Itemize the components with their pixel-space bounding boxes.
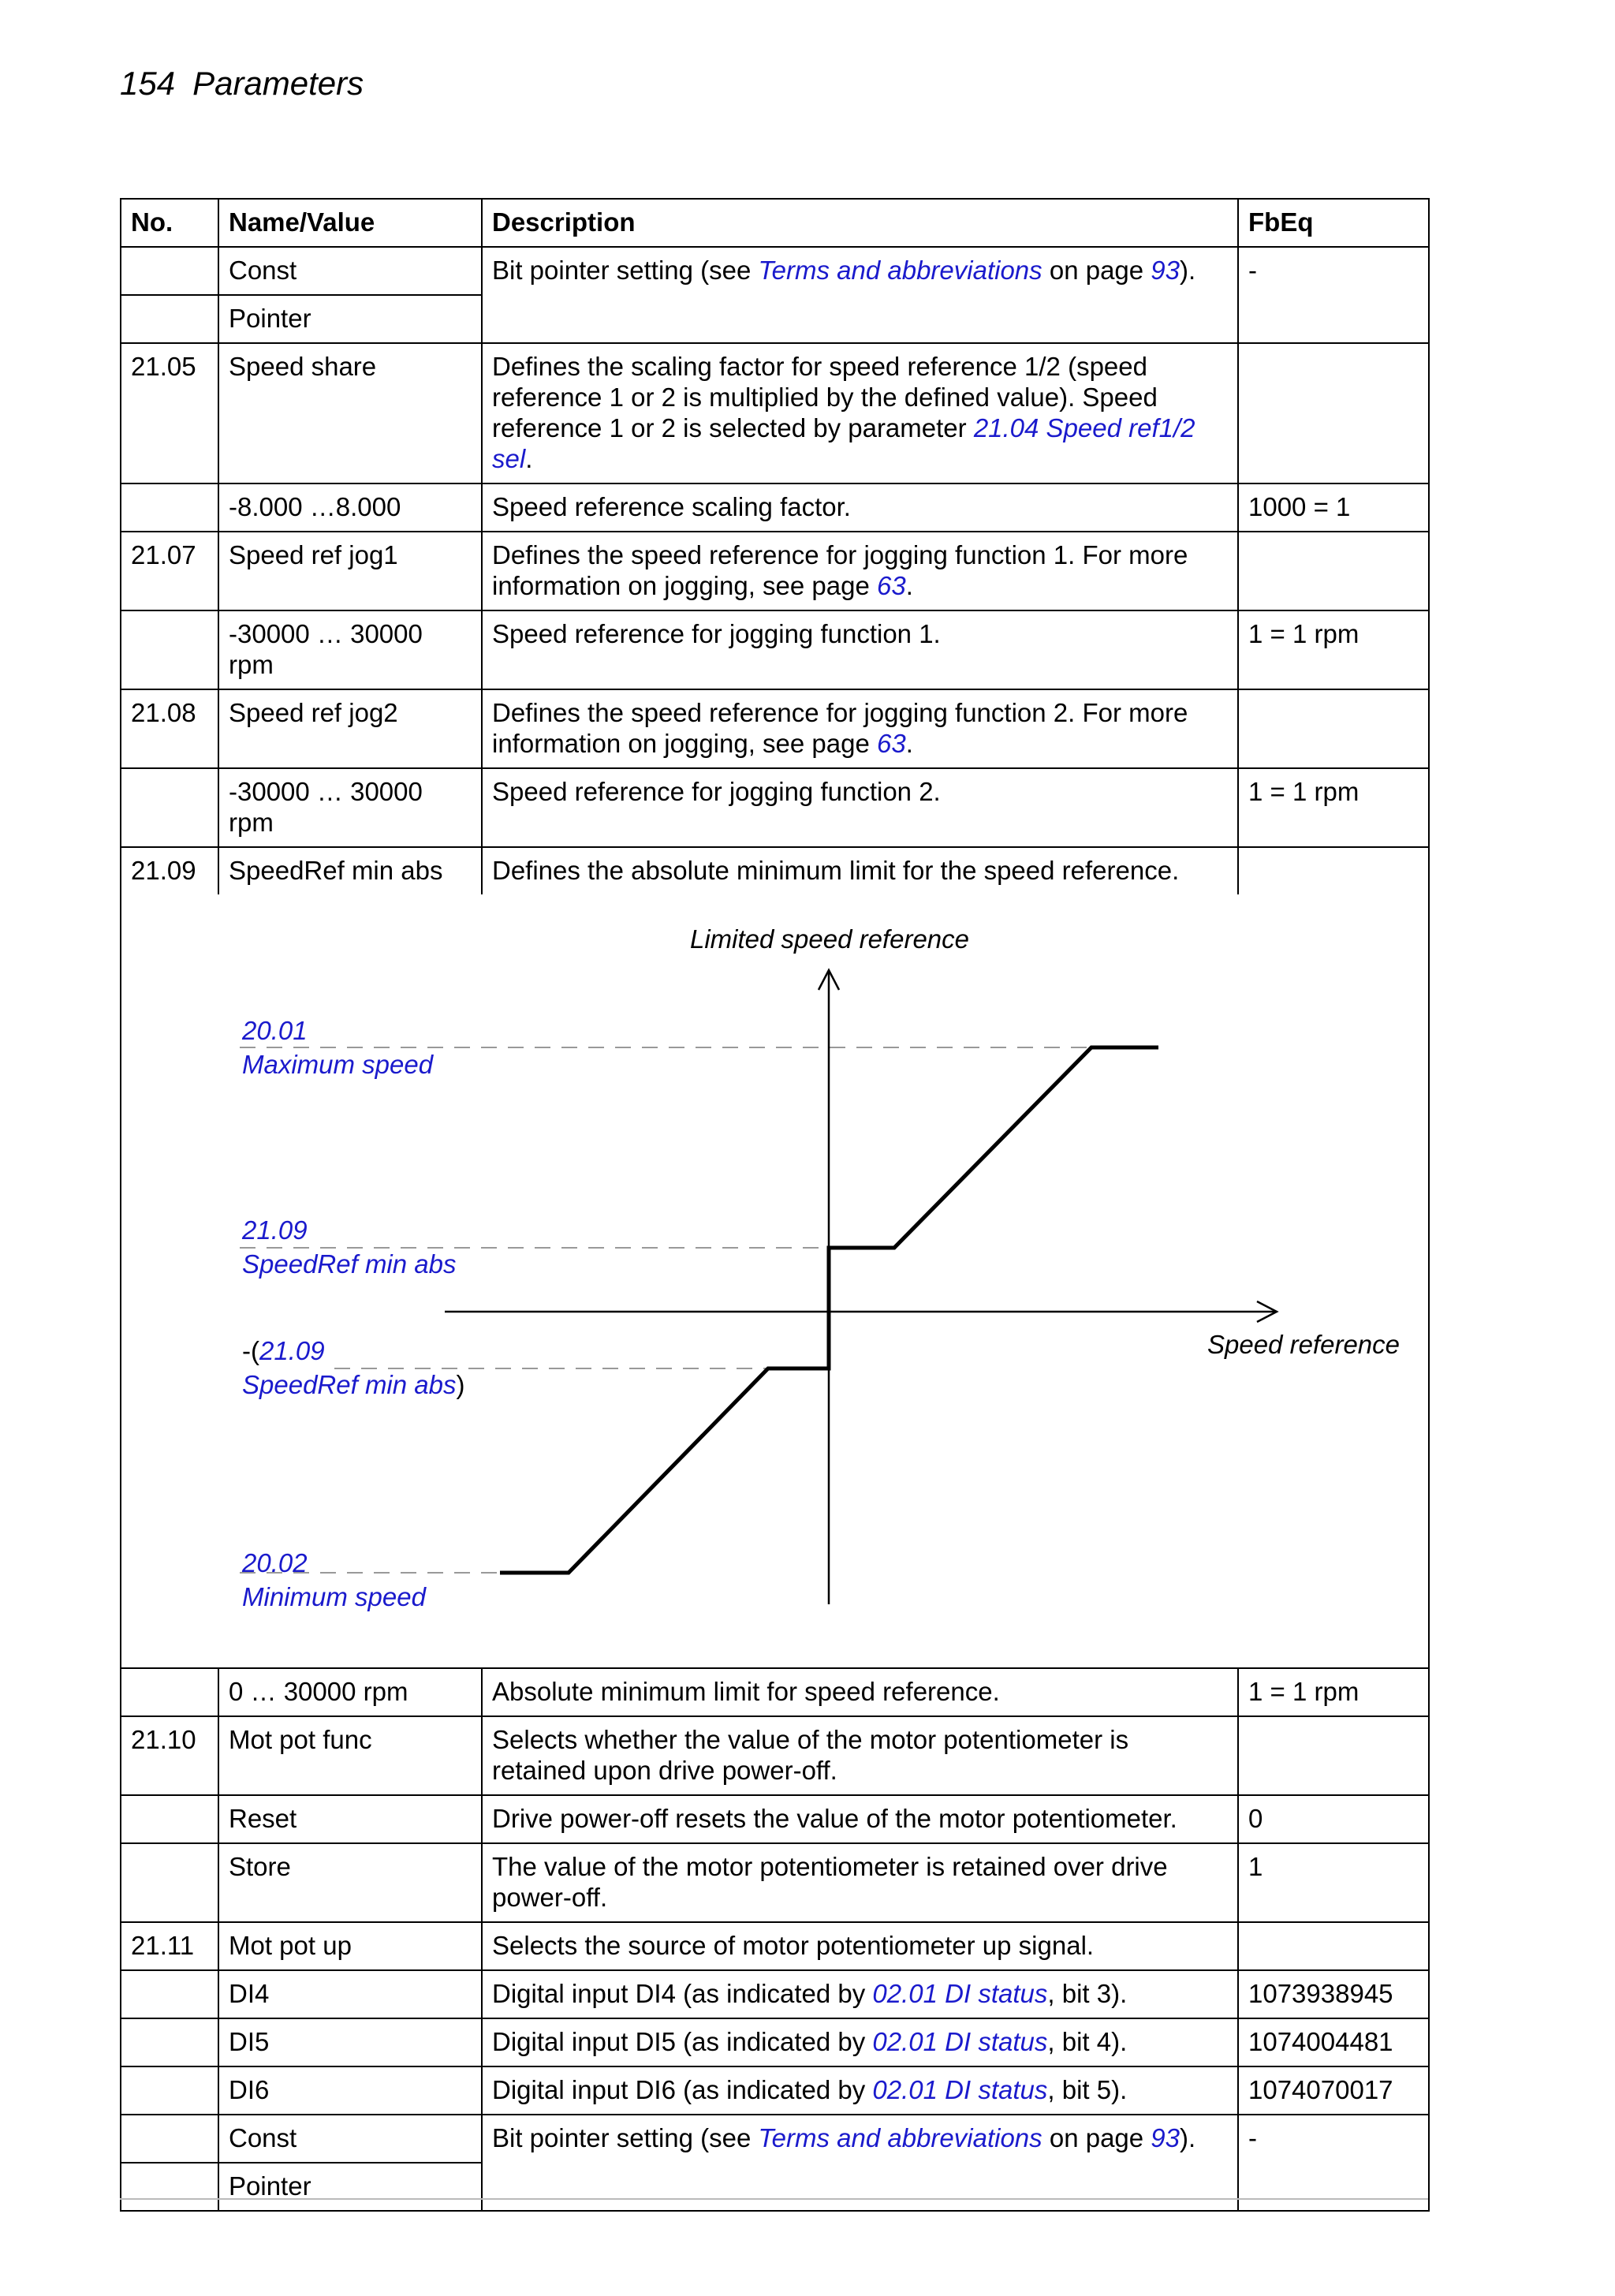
cell-no (121, 1668, 218, 1716)
cell-fbeq (1238, 847, 1429, 894)
desc-text: on page (1042, 2123, 1151, 2152)
cell-description: Selects whether the value of the motor potentiometer is retained upon drive power-off. (482, 1716, 1238, 1795)
link-param-02-01[interactable]: 02.01 DI status (872, 2075, 1048, 2104)
desc-text: Defines the speed reference for jogging function 1. For more information on jogging, see page (492, 540, 1188, 600)
cell-name: Mot pot up (218, 1922, 482, 1970)
cell-description: Selects the source of motor potentiometer up signal. (482, 1922, 1238, 1970)
col-header-no: No. (121, 199, 218, 247)
desc-text: on page (1042, 256, 1151, 285)
desc-text: . (905, 571, 913, 600)
table-row (121, 768, 1429, 847)
cell-name: Speed ref jog2 (218, 689, 482, 768)
desc-text: Digital input DI6 (as indicated by (492, 2075, 873, 2104)
desc-text: Digital input DI5 (as indicated by (492, 2027, 873, 2056)
cell-name: 0 … 30000 rpm (218, 1668, 482, 1716)
link-terms-abbreviations[interactable]: Terms and abbreviations (758, 2123, 1042, 2152)
cell-description (482, 247, 1238, 343)
cell-no (121, 247, 218, 295)
cell-name: Const (218, 247, 482, 295)
desc-text: . (905, 729, 913, 758)
table-row (121, 247, 1429, 295)
cell-description: Speed reference for jogging function 1. (482, 610, 1238, 689)
table-row (121, 1795, 1429, 1843)
cell-fbeq: 0 (1238, 1795, 1429, 1843)
link-page[interactable]: 93 (1151, 2123, 1180, 2152)
cell-no (121, 2115, 218, 2163)
neg-prefix: -( (242, 1336, 259, 1365)
label-min-abs-code[interactable]: 21.09 (242, 1215, 308, 1245)
cell-no (121, 2018, 218, 2066)
label-neg-min-abs-code (242, 1336, 325, 1365)
table-row (121, 2018, 1429, 2066)
cell-name: -8.000 …8.000 (218, 483, 482, 532)
cell-description: Drive power-off resets the value of the motor potentiometer. (482, 1795, 1238, 1843)
table-row (121, 532, 1429, 610)
speed-limit-diagram (121, 894, 1427, 1652)
cell-no (121, 610, 218, 689)
desc-text: Digital input DI4 (as indicated by (492, 1979, 873, 2008)
table-row (121, 1716, 1429, 1795)
cell-name: DI4 (218, 1970, 482, 2018)
cell-description (482, 2115, 1238, 2211)
link-terms-abbreviations[interactable]: Terms and abbreviations (758, 256, 1042, 285)
x-axis-label: Speed reference (1207, 1330, 1401, 1359)
cell-name: Pointer (218, 295, 482, 343)
figure-row (121, 894, 1429, 1668)
cell-name: Store (218, 1843, 482, 1922)
cell-fbeq: 1 (1238, 1843, 1429, 1922)
footer-rule (120, 2198, 1428, 2200)
neg-suffix: ) (456, 1370, 465, 1399)
label-min-speed-name[interactable]: Minimum speed (242, 1582, 426, 1611)
cell-fbeq: - (1238, 247, 1429, 343)
link-param-02-01[interactable]: 02.01 DI status (872, 2027, 1048, 2056)
cell-name: -30000 … 30000 rpm (218, 768, 482, 847)
section-title: Parameters (192, 65, 364, 102)
cell-fbeq (1238, 532, 1429, 610)
cell-fbeq: - (1238, 2115, 1429, 2211)
desc-text: Bit pointer setting (see (492, 256, 759, 285)
label-min-speed-code[interactable]: 20.02 (242, 1548, 308, 1577)
col-header-name-value: Name/Value (218, 199, 482, 247)
cell-fbeq: 1073938945 (1238, 1970, 1429, 2018)
cell-no: 21.09 (121, 847, 218, 894)
cell-name: Speed share (218, 343, 482, 483)
table-row (121, 343, 1429, 483)
page-number: 154 (120, 65, 176, 102)
cell-name: SpeedRef min abs (218, 847, 482, 894)
label-neg-min-abs-name (242, 1370, 465, 1399)
col-header-fbeq: FbEq (1238, 199, 1429, 247)
cell-no: 21.10 (121, 1716, 218, 1795)
table-header-row (121, 199, 1429, 247)
table-row (121, 483, 1429, 532)
table-row (121, 1970, 1429, 2018)
desc-text: Defines the speed reference for jogging function 2. For more information on jogging, see page (492, 698, 1188, 758)
desc-text: ). (1180, 256, 1196, 285)
desc-text: Bit pointer setting (see (492, 2123, 759, 2152)
cell-fbeq: 1 = 1 rpm (1238, 610, 1429, 689)
speed-limit-diagram-cell (121, 894, 1429, 1668)
desc-text: , bit 4). (1047, 2027, 1128, 2056)
parameter-table (120, 198, 1430, 2212)
cell-description: Absolute minimum limit for speed reference. (482, 1668, 1238, 1716)
table-row (121, 1668, 1429, 1716)
cell-fbeq (1238, 1716, 1429, 1795)
cell-name: Mot pot func (218, 1716, 482, 1795)
cell-fbeq: 1 = 1 rpm (1238, 1668, 1429, 1716)
desc-text: Defines the scaling factor for speed reference 1/2 (speed reference 1 or 2 is multiplied by the defined value). Speed reference 1 or 2 is selected by parameter (492, 352, 1158, 442)
cell-no (121, 483, 218, 532)
cell-description (482, 2066, 1238, 2115)
cell-name: Reset (218, 1795, 482, 1843)
y-axis-label: Limited speed reference (689, 924, 970, 954)
link-page-63[interactable]: 63 (877, 729, 906, 758)
cell-description: The value of the motor potentiometer is retained over drive power-off. (482, 1843, 1238, 1922)
table-row (121, 1843, 1429, 1922)
cell-no (121, 1970, 218, 2018)
table-row (121, 689, 1429, 768)
cell-fbeq: 1074070017 (1238, 2066, 1429, 2115)
cell-no (121, 2163, 218, 2211)
cell-name: Speed ref jog1 (218, 532, 482, 610)
cell-description: Speed reference scaling factor. (482, 483, 1238, 532)
neg-code-link[interactable]: 21.09 (259, 1336, 325, 1365)
cell-description (482, 2018, 1238, 2066)
label-max-speed-code[interactable]: 20.01 (242, 1016, 308, 1045)
label-max-speed-name[interactable]: Maximum speed (242, 1050, 434, 1079)
desc-text: ). (1180, 2123, 1196, 2152)
cell-fbeq (1238, 343, 1429, 483)
link-page-63[interactable]: 63 (877, 571, 906, 600)
cell-no: 21.11 (121, 1922, 218, 1970)
cell-no (121, 768, 218, 847)
cell-description (482, 532, 1238, 610)
cell-description (482, 689, 1238, 768)
cell-description: Speed reference for jogging function 2. (482, 768, 1238, 847)
table-row (121, 1922, 1429, 1970)
cell-description (482, 1970, 1238, 2018)
link-page[interactable]: 93 (1151, 256, 1180, 285)
cell-description: Defines the absolute minimum limit for the speed reference. (482, 847, 1238, 894)
desc-text: , bit 5). (1047, 2075, 1128, 2104)
cell-no (121, 1843, 218, 1922)
cell-name: DI5 (218, 2018, 482, 2066)
cell-name: Pointer (218, 2163, 482, 2211)
cell-fbeq: 1000 = 1 (1238, 483, 1429, 532)
table-row (121, 847, 1429, 894)
col-header-description: Description (482, 199, 1238, 247)
label-min-abs-name[interactable]: SpeedRef min abs (242, 1249, 457, 1279)
cell-fbeq (1238, 1922, 1429, 1970)
cell-no: 21.07 (121, 532, 218, 610)
link-param-21-04[interactable]: 21.04 Speed ref1/2 sel (492, 413, 1195, 473)
cell-name: -30000 … 30000 rpm (218, 610, 482, 689)
page-header (120, 65, 364, 103)
cell-description (482, 343, 1238, 483)
table-row (121, 2066, 1429, 2115)
cell-no: 21.05 (121, 343, 218, 483)
table-row (121, 2115, 1429, 2163)
cell-fbeq: 1074004481 (1238, 2018, 1429, 2066)
cell-no: 21.08 (121, 689, 218, 768)
desc-text: . (525, 444, 533, 473)
cell-name: DI6 (218, 2066, 482, 2115)
cell-fbeq (1238, 689, 1429, 768)
cell-no (121, 1795, 218, 1843)
link-param-02-01[interactable]: 02.01 DI status (872, 1979, 1048, 2008)
cell-no (121, 2066, 218, 2115)
cell-name: Const (218, 2115, 482, 2163)
neg-name-link[interactable]: SpeedRef min abs (242, 1370, 457, 1399)
cell-no (121, 295, 218, 343)
table-row (121, 610, 1429, 689)
desc-text: , bit 3). (1047, 1979, 1128, 2008)
cell-fbeq: 1 = 1 rpm (1238, 768, 1429, 847)
